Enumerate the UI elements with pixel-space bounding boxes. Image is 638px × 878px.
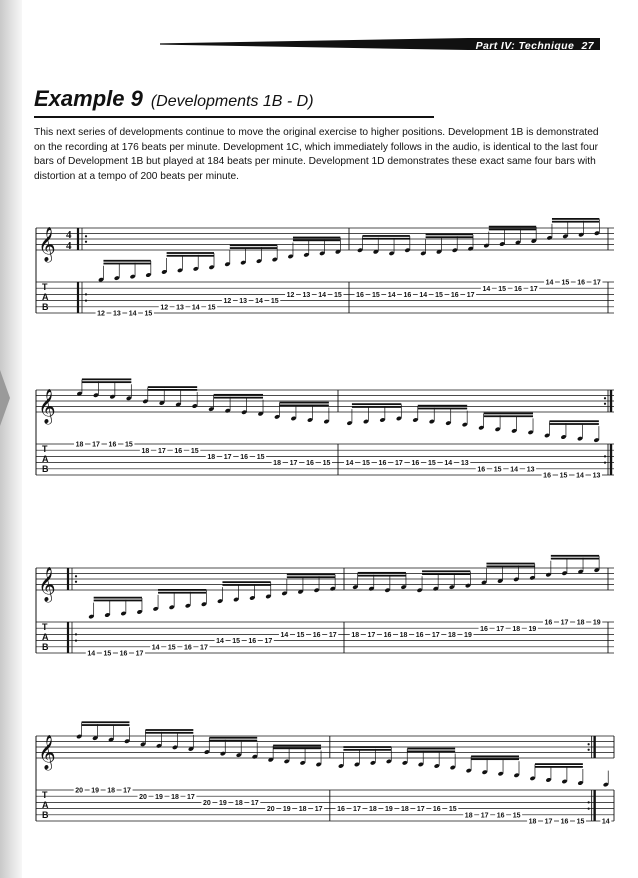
tab-fret-number: 17	[544, 818, 553, 826]
tab-fret-number: 17	[123, 787, 131, 795]
note-beam	[94, 597, 142, 599]
tab-fret-number: 17	[353, 806, 361, 814]
note-beam	[549, 423, 598, 425]
note-beam	[287, 576, 335, 578]
note-beam	[158, 589, 206, 591]
repeat-dot	[604, 403, 606, 405]
tab-fret-number: 19	[464, 632, 472, 639]
tab-fret-number: 16	[248, 638, 257, 646]
tab-fret-number: 18	[75, 441, 84, 449]
tab-fret-number: 18	[273, 460, 281, 468]
tab-fret-number: 19	[384, 806, 393, 814]
tab-fret-number: 17	[157, 447, 166, 455]
tab-fret-number: 20	[202, 800, 211, 807]
tab-fret-number: 16	[108, 441, 117, 449]
tab-fret-number: 17	[187, 793, 195, 801]
tab-fret-number: 17	[480, 812, 489, 820]
tab-fret-number: 15	[576, 818, 585, 826]
tab-fret-number: 15	[334, 292, 342, 299]
example-subtitle: (Developments 1B - D)	[150, 93, 314, 110]
note-beam	[422, 570, 470, 572]
note-beam	[103, 263, 150, 265]
repeat-dot	[75, 581, 77, 583]
tab-fret-number: 14	[191, 304, 200, 312]
repeat-dot	[588, 808, 590, 810]
note-beam	[352, 403, 401, 405]
repeat-dot	[85, 300, 87, 302]
tab-fret-number: 15	[448, 806, 457, 814]
page-number: 27	[581, 40, 594, 52]
example-label: Example 9	[34, 86, 143, 111]
music-system-3	[22, 548, 628, 688]
tab-fret-number: 15	[103, 650, 112, 658]
thumb-tab-marker	[0, 370, 10, 426]
repeat-dot	[75, 575, 77, 577]
tab-fret-number: 14	[151, 644, 160, 652]
tab-fret-number: 18	[207, 454, 216, 461]
tab-fret-number: 14	[444, 460, 453, 468]
tab-clef-letter: T	[42, 790, 48, 800]
tab-fret-number: 14	[318, 292, 327, 299]
tab-fret-number: 18	[298, 806, 307, 814]
tab-clef-letter: A	[42, 454, 49, 464]
tab-fret-number: 16	[432, 806, 441, 814]
tab-fret-number: 16	[450, 292, 459, 299]
note-beam	[484, 413, 533, 415]
note-beam	[489, 226, 536, 228]
tab-fret-number: 18	[400, 806, 409, 814]
running-head	[476, 40, 594, 52]
tab-fret-number: 12	[97, 310, 105, 318]
tab-fret-number: 16	[411, 460, 420, 468]
tab-fret-number: 13	[112, 310, 121, 318]
note-beam	[535, 763, 583, 765]
tab-clef-letter: T	[42, 444, 48, 454]
tab-fret-number: 14	[601, 818, 610, 826]
running-head-title: Part IV: Technique	[475, 40, 575, 52]
tab-fret-number: 18	[399, 632, 408, 639]
tab-fret-number: 17	[395, 460, 403, 468]
tab-fret-number: 16	[240, 454, 249, 461]
note-beam	[279, 405, 328, 407]
tab-fret-number: 14	[280, 632, 289, 639]
note-beam	[407, 748, 455, 750]
note-beam	[82, 381, 131, 383]
repeat-dot	[75, 640, 77, 642]
music-system-4	[22, 716, 628, 856]
tab-fret-number: 17	[135, 650, 144, 658]
tab-fret-number: 17	[496, 625, 505, 633]
note-beam	[148, 386, 197, 388]
tab-fret-number: 17	[416, 806, 425, 814]
tab-fret-number: 20	[75, 787, 84, 795]
note-beam	[426, 236, 473, 238]
note-beam	[418, 405, 467, 407]
note-beam	[471, 758, 519, 760]
tab-fret-number: 15	[561, 279, 570, 287]
note-beam	[82, 378, 131, 380]
example-title	[34, 86, 314, 112]
note-beam	[287, 574, 335, 576]
note-beam	[145, 732, 193, 734]
note-beam	[362, 235, 409, 237]
tab-fret-number: 20	[266, 806, 275, 814]
note-beam	[167, 255, 214, 257]
note-beam	[362, 238, 409, 240]
tab-fret-number: 14	[345, 460, 354, 468]
note-beam	[148, 389, 197, 391]
note-beam	[82, 721, 130, 723]
note-beam	[145, 729, 193, 731]
tab-fret-number: 18	[171, 793, 179, 801]
tab-fret-number: 13	[460, 460, 469, 468]
notation-tab-graphic	[22, 548, 628, 688]
repeat-dot	[75, 633, 77, 635]
tab-fret-number: 17	[250, 800, 259, 807]
note-beam	[214, 397, 263, 399]
tab-clef-letter: B	[42, 302, 49, 312]
tab-fret-number: 14	[419, 292, 428, 299]
tab-fret-number: 15	[144, 310, 153, 318]
tab-fret-number: 13	[592, 472, 601, 480]
tab-fret-number: 17	[264, 638, 273, 646]
tab-fret-number: 14	[87, 650, 96, 658]
tab-fret-number: 17	[466, 292, 475, 299]
note-beam	[418, 408, 467, 410]
tab-fret-number: 17	[367, 632, 376, 639]
note-beam	[551, 558, 599, 560]
tab-fret-number: 17	[314, 806, 323, 814]
note-beam	[230, 244, 277, 246]
tab-fret-number: 12	[223, 298, 232, 306]
note-beam	[549, 420, 598, 422]
tab-fret-number: 14	[255, 298, 263, 306]
tab-fret-number: 14	[216, 638, 224, 646]
tab-fret-number: 16	[543, 472, 551, 480]
note-beam	[358, 575, 406, 577]
note-beam	[486, 563, 534, 565]
tab-fret-number: 17	[328, 632, 337, 639]
tab-fret-number: 18	[447, 632, 456, 639]
tab-fret-number: 17	[431, 632, 440, 639]
tab-fret-number: 16	[577, 279, 586, 287]
tab-fret-number: 18	[351, 632, 360, 639]
tab-fret-number: 16	[415, 632, 424, 639]
tab-fret-number: 19	[282, 806, 291, 814]
tab-fret-number: 15	[256, 454, 265, 461]
tab-fret-number: 19	[91, 787, 100, 795]
tab-fret-number: 18	[234, 800, 243, 807]
tab-fret-number: 15	[493, 466, 502, 474]
note-beam	[279, 402, 328, 404]
tab-fret-number: 12	[286, 292, 295, 299]
tab-fret-number: 17	[560, 619, 569, 627]
note-beam	[343, 746, 391, 748]
note-beam	[273, 747, 321, 749]
tab-fret-number: 16	[183, 644, 192, 652]
treble-clef-icon: 𝄞	[38, 735, 56, 770]
description-paragraph: This next series of developments continue to move the original exercise to higher positions. Development 1B is demonstrated on the recording at 176 beats per minute. Development 1C, which immediately follows in the audio, is identical to the last four bars of Development 1B but played at 184 beats per minute. Development 1D demonstrates these exact same four bars with distortion at a tempo of 200 beats per minute.	[34, 127, 599, 182]
repeat-dot	[604, 455, 606, 457]
repeat-dot	[85, 235, 87, 237]
music-system-2	[22, 370, 628, 510]
time-signature-digit: 4	[66, 240, 72, 252]
note-beam	[551, 555, 599, 557]
tab-fret-number: 17	[289, 460, 298, 468]
treble-clef-icon: 𝄞	[38, 227, 56, 262]
tab-fret-number: 15	[362, 460, 370, 468]
repeat-dot	[604, 397, 606, 399]
note-beam	[358, 572, 406, 574]
note-beam	[552, 221, 599, 223]
tab-fret-number: 19	[592, 619, 601, 627]
tab-clef-letter: A	[42, 800, 49, 810]
tab-fret-number: 15	[167, 644, 176, 652]
repeat-dot	[588, 743, 590, 745]
tab-fret-number: 15	[427, 460, 436, 468]
tab-fret-number: 15	[435, 292, 443, 299]
tab-fret-number: 18	[369, 806, 377, 814]
notation-tab-graphic	[22, 370, 628, 510]
tab-fret-number: 19	[155, 793, 163, 801]
tab-fret-number: 18	[528, 818, 537, 826]
time-signature-digit: 4	[66, 229, 72, 241]
note-beam	[489, 229, 536, 231]
tab-fret-number: 14	[545, 279, 554, 287]
repeat-dot	[85, 293, 87, 295]
tab-fret-number: 16	[337, 806, 345, 814]
repeat-dot	[85, 241, 87, 243]
tab-fret-number: 15	[498, 285, 507, 293]
repeat-dot	[588, 801, 590, 803]
tab-fret-number: 16	[306, 460, 314, 468]
tab-fret-number: 15	[559, 472, 568, 480]
note-beam	[222, 584, 270, 586]
note-beam	[94, 600, 142, 602]
tab-fret-number: 15	[232, 638, 241, 646]
tab-fret-number: 18	[464, 812, 473, 820]
note-beam	[273, 745, 321, 747]
tab-fret-number: 18	[141, 447, 150, 455]
tab-fret-number: 17	[529, 285, 538, 293]
tab-clef-letter: T	[42, 622, 48, 632]
tab-fret-number: 18	[512, 625, 521, 633]
tab-fret-number: 17	[92, 441, 100, 449]
tab-fret-number: 15	[371, 292, 380, 299]
note-beam	[214, 394, 263, 396]
tab-clef-letter: B	[42, 642, 49, 652]
tab-fret-number: 16	[356, 292, 364, 299]
tab-fret-number: 16	[560, 818, 569, 826]
note-beam	[222, 581, 270, 583]
tab-fret-number: 14	[128, 310, 137, 318]
tab-fret-number: 16	[174, 447, 183, 455]
tab-clef-letter: A	[42, 632, 49, 642]
tab-fret-number: 16	[119, 650, 128, 658]
tab-fret-number: 17	[223, 454, 232, 461]
note-beam	[293, 239, 340, 241]
tab-fret-number: 13	[526, 466, 535, 474]
repeat-dot	[588, 749, 590, 751]
tab-fret-number: 13	[302, 292, 311, 299]
music-system-1	[22, 208, 628, 348]
tab-fret-number: 19	[528, 625, 537, 633]
note-beam	[158, 592, 206, 594]
note-beam	[103, 260, 150, 262]
tab-fret-number: 16	[383, 632, 392, 639]
tab-fret-number: 14	[510, 466, 519, 474]
note-beam	[486, 565, 534, 567]
tab-fret-number: 16	[544, 619, 553, 627]
tab-fret-number: 15	[207, 304, 216, 312]
note-beam	[471, 755, 519, 757]
tab-fret-number: 15	[190, 447, 199, 455]
treble-clef-icon: 𝄞	[38, 389, 56, 424]
tab-fret-number: 15	[512, 812, 521, 820]
notation-tab-graphic	[22, 716, 628, 856]
note-beam	[230, 247, 277, 249]
tab-clef-letter: T	[42, 282, 48, 292]
tab-fret-number: 13	[176, 304, 184, 312]
tab-fret-number: 14	[576, 472, 584, 480]
tab-clef-letter: B	[42, 810, 49, 820]
tab-fret-number: 12	[160, 304, 169, 312]
tab-fret-number: 16	[480, 625, 488, 633]
tab-fret-number: 20	[139, 793, 147, 801]
notation-tab-graphic	[22, 208, 628, 348]
tab-fret-number: 13	[239, 298, 248, 306]
tab-clef-letter: A	[42, 292, 49, 302]
tab-fret-number: 16	[378, 460, 387, 468]
note-beam	[422, 573, 470, 575]
note-beam	[293, 237, 340, 239]
tab-fret-number: 15	[270, 298, 279, 306]
page-spine-shadow	[0, 0, 22, 878]
note-beam	[82, 724, 130, 726]
note-beam	[426, 234, 473, 236]
tab-fret-number: 15	[296, 632, 305, 639]
note-beam	[343, 749, 391, 751]
note-beam	[209, 740, 257, 742]
tab-fret-number: 18	[107, 787, 116, 795]
note-beam	[209, 737, 257, 739]
note-beam	[407, 751, 455, 753]
tab-fret-number: 16	[312, 632, 321, 639]
tab-fret-number: 14	[482, 285, 491, 293]
note-beam	[484, 415, 533, 417]
tab-fret-number: 19	[218, 800, 227, 807]
note-beam	[352, 406, 401, 408]
tab-fret-number: 15	[125, 441, 133, 449]
tab-fret-number: 18	[576, 619, 585, 627]
tab-fret-number: 16	[514, 285, 522, 293]
tab-fret-number: 14	[387, 292, 396, 299]
tab-fret-number: 16	[477, 466, 486, 474]
tab-clef-letter: B	[42, 464, 49, 474]
treble-clef-icon: 𝄞	[38, 567, 56, 602]
note-beam	[535, 766, 583, 768]
note-beam	[167, 252, 214, 254]
tab-fret-number: 16	[496, 812, 505, 820]
tab-fret-number: 17	[593, 279, 601, 287]
tab-fret-number: 15	[322, 460, 331, 468]
tab-fret-number: 17	[200, 644, 208, 652]
repeat-dot	[604, 462, 606, 464]
title-underline	[34, 116, 434, 118]
tab-fret-number: 16	[403, 292, 412, 299]
note-beam	[552, 218, 599, 220]
